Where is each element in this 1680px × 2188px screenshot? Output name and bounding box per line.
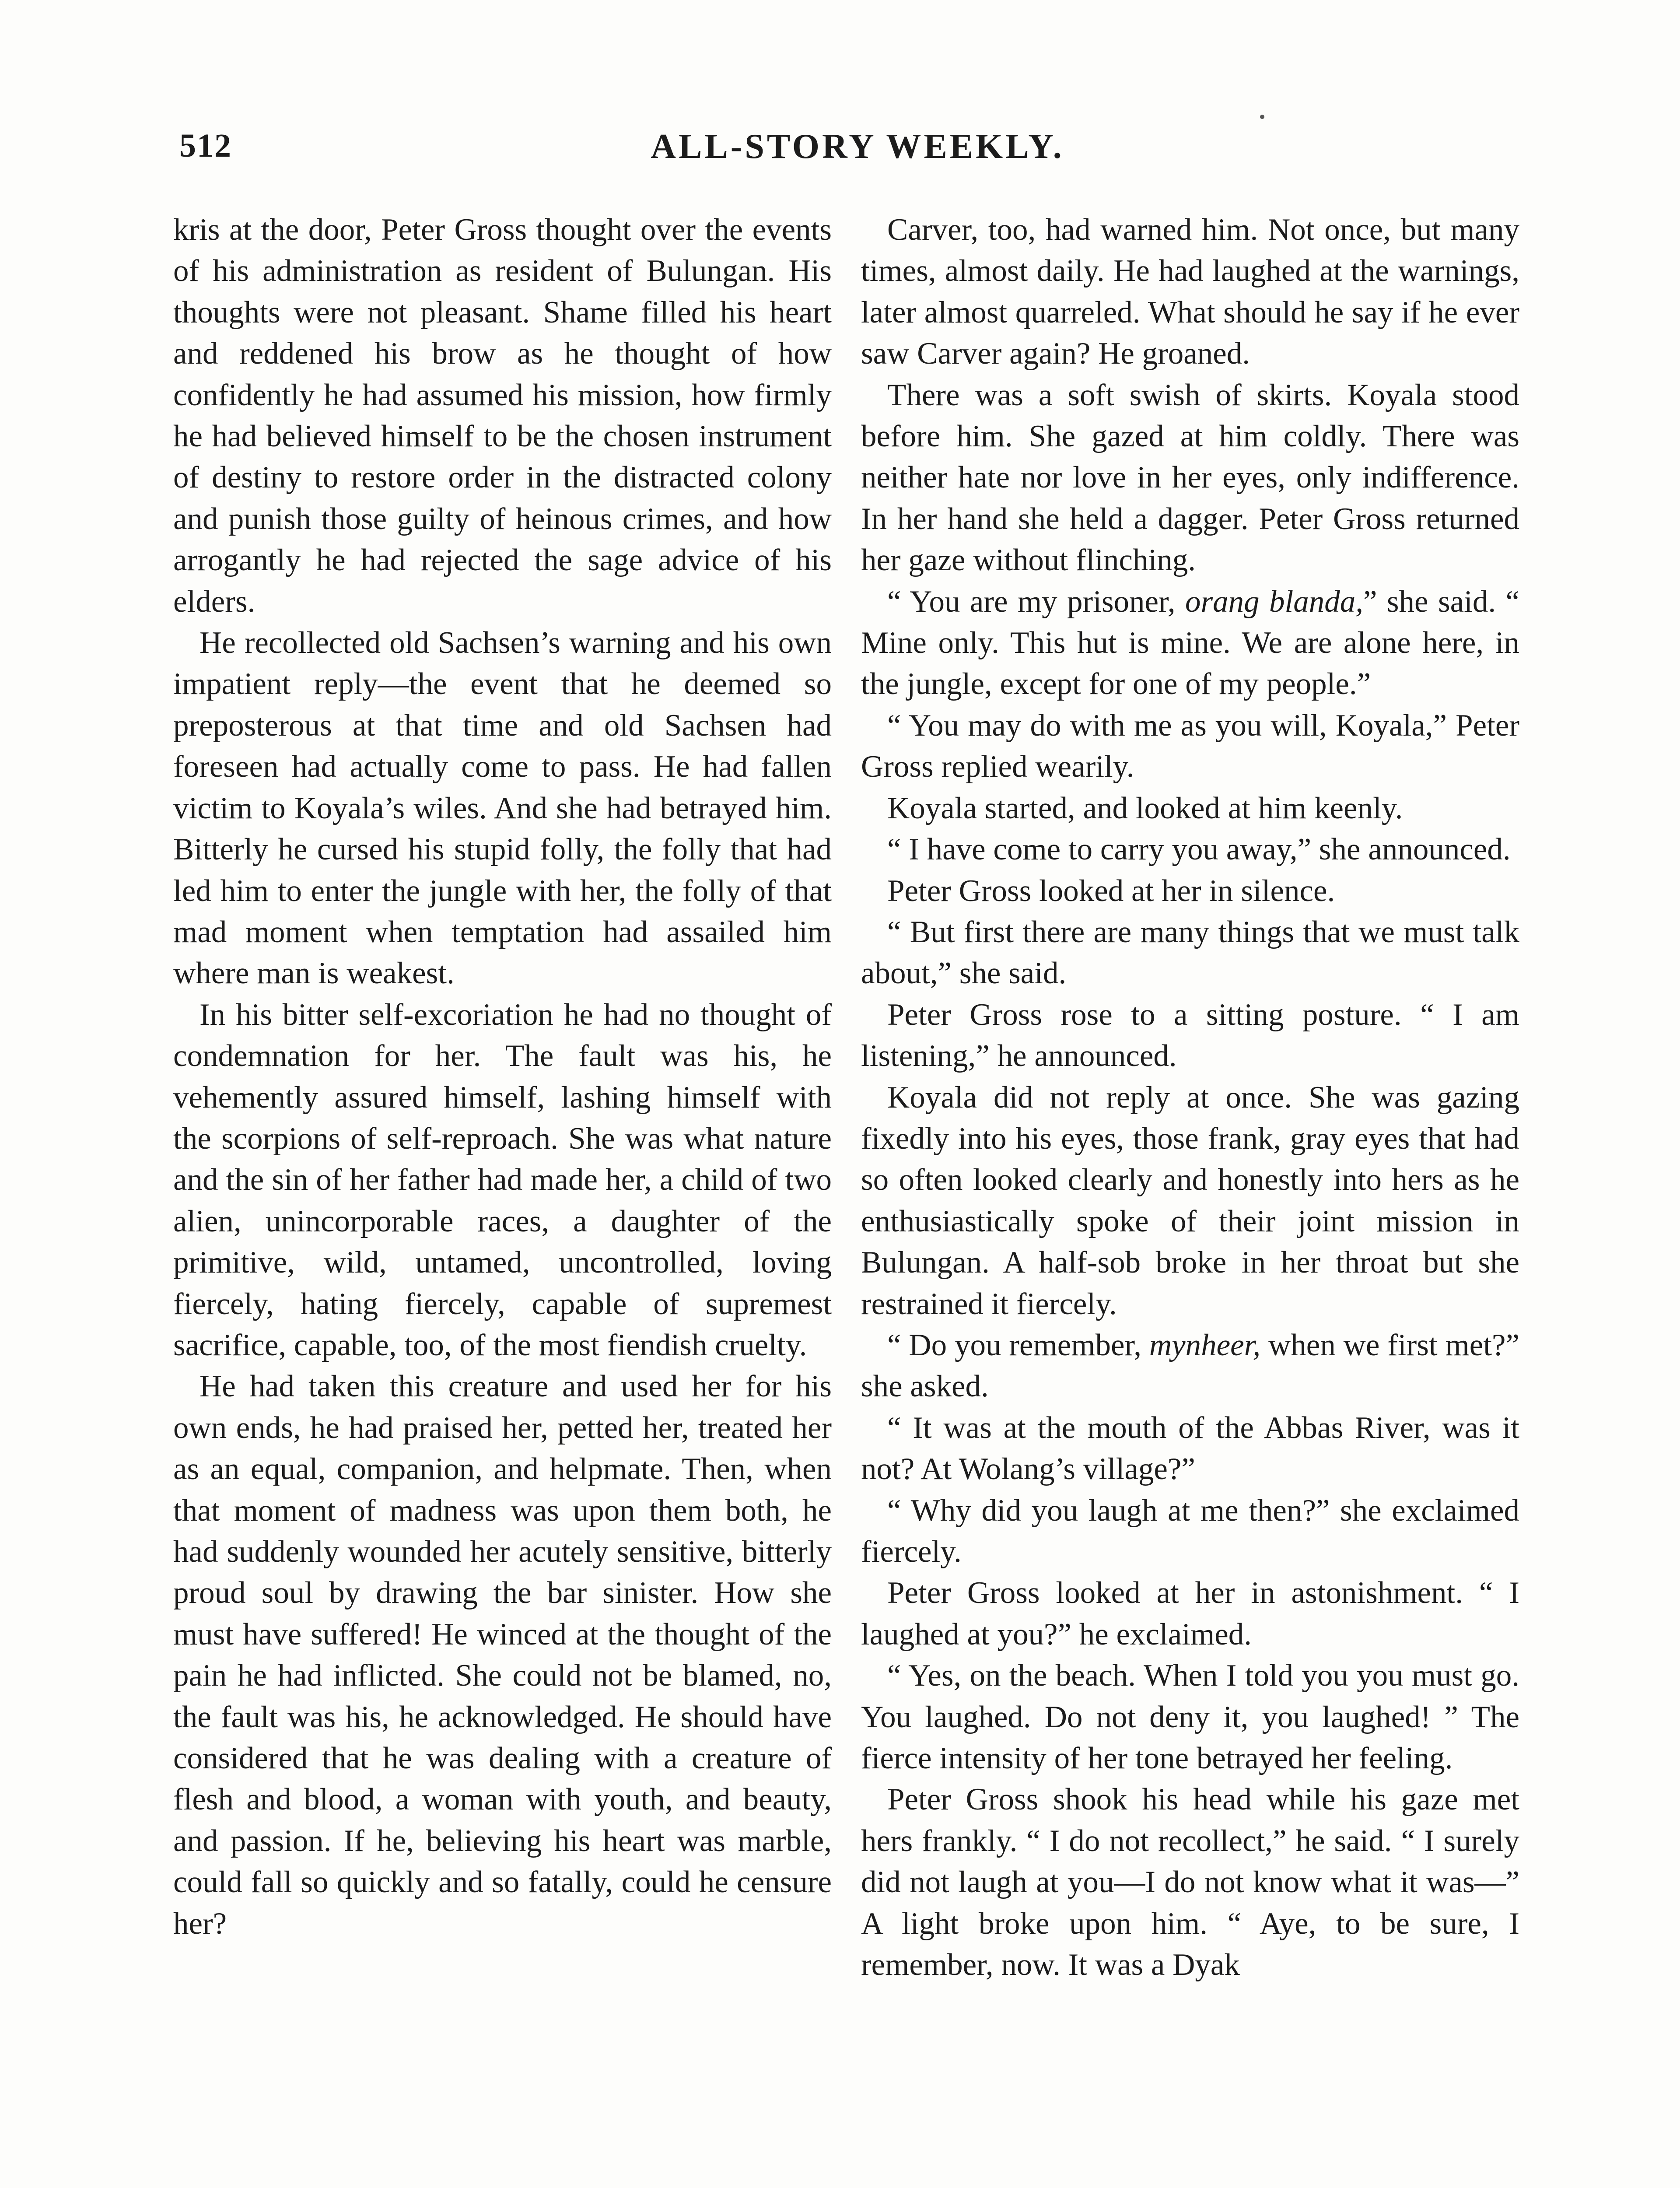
- paragraph: “ You may do with me as you will, Koyala,” Peter Gross replied wearily.: [861, 708, 1519, 784]
- page-header: [179, 127, 1536, 193]
- paragraph: Carver, too, had warned him. Not once, but many times, almost daily. He had laughed at the warnings, later almost quarreled. What should he say if he ever saw Carver again? He groaned.: [861, 213, 1519, 371]
- paragraph: “ I have come to carry you away,” she announced.: [887, 832, 1511, 867]
- paragraph-text: “ Do you remember,: [887, 1328, 1149, 1362]
- paragraph: kris at the door, Peter Gross thought over the events of his administration as resident of Bulungan. His thoughts were not pleasant. Shame filled his heart and reddened his brow as he thought of how confidently he had assumed his mission, how firmly he had believed himself to be the chosen instrument of destiny to restore order in the distracted colony and punish those guilty of heinous crimes, and how arrogantly he had rejected the sage advice of his elders.: [173, 213, 832, 619]
- paragraph: “ But first there are many things that we must talk about,” she said.: [861, 915, 1519, 991]
- italic-phrase: orang blanda,: [1185, 584, 1364, 619]
- paragraph: There was a soft swish of skirts. Koyala stood before him. She gazed at him coldly. There was neither hate nor love in her eyes, only indifference. In her hand she held a dagger. Peter Gross returned her gaze without flinching.: [861, 378, 1519, 578]
- paragraph: “ Why did you laugh at me then?” she exclaimed fiercely.: [861, 1493, 1519, 1569]
- paragraph: Peter Gross shook his head while his gaze met hers frankly. “ I do not recollect,” he said. “ I surely did not laugh at you—I do not know what it was—” A light broke upon him. “ Aye, to be sure, I remember, now. It was a Dyak: [861, 1782, 1519, 1982]
- paragraph: In his bitter self-excoriation he had no thought of condemnation for her. The fault was his, he vehemently assured himself, lashing himself with the scorpions of self-reproach. She was what nature and the sin of her father had made her, a child of two alien, unincorporable races, a daughter of the primitive, wild, untamed, uncontrolled, loving fiercely, hating fiercely, capable of supremest sacrifice, capable, too, of the most fiendish cruelty.: [173, 997, 832, 1362]
- paragraph: He had taken this creature and used her for his own ends, he had praised her, petted her, treated her as an equal, companion, and helpmate. Then, when that moment of madness was upon them both, he had suddenly wounded her acutely sensitive, bitterly proud soul by drawing the bar sinister. How she must have suffered! He winced at the thought of the pain he had inflicted. She could not be blamed, no, the fault was his, he acknowledged. He should have considered that he was dealing with a creature of flesh and blood, a woman with youth, and beauty, and passion. If he, believing his heart was marble, could fall so quickly and so fatally, could he censure her?: [173, 1369, 832, 1941]
- paragraph: Peter Gross looked at her in astonishment. “ I laughed at you?” he exclaimed.: [861, 1576, 1519, 1652]
- paragraph-text: when we first met?” she asked.: [861, 1328, 1519, 1404]
- print-speck: [1260, 115, 1264, 119]
- page-number: 512: [179, 127, 232, 164]
- paragraph: Koyala did not reply at once. She was gazing fixedly into his eyes, those frank, gray eyes that had so often looked clearly and honestly into hers as he enthusiastically spoke of their joint mission in Bulungan. A half-sob broke in her throat but she restrained it fiercely.: [861, 1080, 1519, 1321]
- paragraph: Peter Gross rose to a sitting posture. “ I am listening,” he announced.: [861, 997, 1519, 1073]
- paragraph: “ It was at the mouth of the Abbas River, was it not? At Wolang’s village?”: [861, 1410, 1519, 1487]
- paragraph: Peter Gross looked at her in silence.: [887, 873, 1335, 908]
- paragraph: Koyala started, and looked at him keenly.: [887, 791, 1403, 825]
- italic-phrase: mynheer,: [1149, 1328, 1261, 1362]
- paragraph-text: ” she said. “ Mine only. This hut is mine. We are alone here, in the jungle, except for one of my people.”: [861, 584, 1519, 701]
- left-column: [173, 209, 832, 1944]
- running-head: ALL-STORY WEEKLY.: [651, 127, 1064, 166]
- paragraph: “ Yes, on the beach. When I told you you must go. You laughed. Do not deny it, you laughed! ” The fierce intensity of her tone betrayed her feeling.: [861, 1659, 1519, 1776]
- paragraph: He recollected old Sachsen’s warning and his own impatient reply—the event that he deemed so preposterous at that time and old Sachsen had foreseen had actually come to pass. He had fallen victim to Koyala’s wiles. And she had betrayed him. Bitterly he cursed his stupid folly, the folly that had led him to enter the jungle with her, the folly of that mad moment when temptation had assailed him where man is weakest.: [173, 626, 832, 991]
- paragraph: [861, 1325, 1519, 1407]
- paragraph-text: “ You are my prisoner,: [887, 584, 1185, 619]
- right-column: [861, 209, 1519, 1985]
- paragraph: [861, 581, 1519, 705]
